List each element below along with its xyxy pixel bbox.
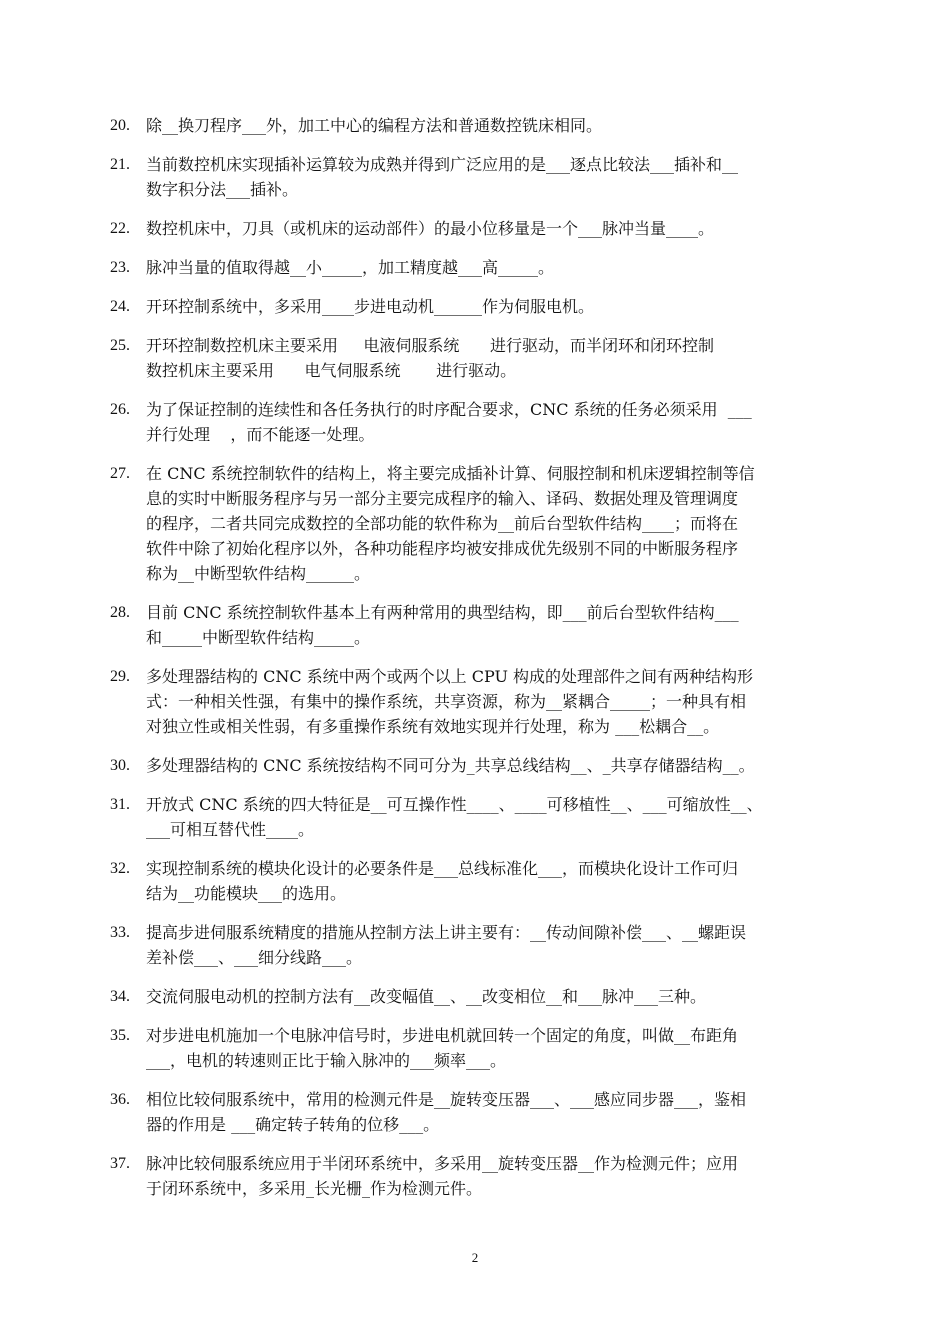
question-line: 除__换刀程序___外，加工中心的编程方法和普通数控铣床相同。 [146,116,603,135]
question-text [146,1023,862,1073]
question-item [110,333,862,383]
question-line: 多处理器结构的 CNC 系统按结构不同可分为_共享总线结构__、_共享存储器结构__。 [146,756,755,775]
question-line: 差补偿___、___细分线路___。 [146,948,363,967]
question-line: 并行处理 ，而不能逐一处理。 [146,425,375,444]
question-line: 实现控制系统的模块化设计的必要条件是___总线标准化___，而模块化设计工作可归 [146,859,739,878]
question-text [146,1151,862,1201]
question-line: 提高步进伺服系统精度的措施从控制方法上讲主要有：__传动间隙补偿___、__螺距误 [146,923,747,942]
question-text [146,294,862,319]
question-line: 和_____中断型软件结构_____。 [146,628,371,647]
question-number: 36. [110,1091,130,1108]
question-item [110,753,862,778]
question-number: 21. [110,156,130,173]
question-text [146,113,862,138]
question-list [110,113,862,1215]
question-item [110,397,862,447]
question-line: 器的作用是 ___确定转子转角的位移___。 [146,1115,440,1134]
question-line: 数字积分法___插补。 [146,180,299,199]
question-line: 软件中除了初始化程序以外，各种功能程序均被安排成优先级别不同的中断服务程序 [146,539,739,558]
question-text [146,792,862,842]
question-line: 息的实时中断服务程序与另一部分主要完成程序的输入、译码、数据处理及管理调度 [146,489,739,508]
question-item [110,1151,862,1201]
question-number: 23. [110,259,130,276]
question-text [146,600,862,650]
question-item [110,856,862,906]
question-line: 开环控制系统中，多采用____步进电动机______作为伺服电机。 [146,297,595,316]
question-number: 24. [110,298,130,315]
question-item [110,664,862,739]
question-item [110,1023,862,1073]
question-text [146,255,862,280]
question-line: 于闭环系统中，多采用_长光栅_作为检测元件。 [146,1179,483,1198]
question-text [146,397,862,447]
question-item [110,461,862,586]
question-line: 对独立性或相关性弱，有多重操作系统有效地实现并行处理，称为 ___松耦合__。 [146,717,720,736]
question-line: 相位比较伺服系统中，常用的检测元件是__旋转变压器___、___感应同步器___，鉴相 [146,1090,747,1109]
question-item [110,255,862,280]
question-number: 25. [110,337,130,354]
question-text [146,753,862,778]
question-line: 交流伺服电动机的控制方法有__改变幅值__、__改变相位__和___脉冲___三种。 [146,987,707,1006]
question-item [110,113,862,138]
question-line: 式：一种相关性强，有集中的操作系统，共享资源，称为__紧耦合_____；一种具有相 [146,692,747,711]
question-line: 开环控制数控机床主要采用 电液伺服系统 进行驱动，而半闭环和闭环控制 [146,336,714,355]
question-line: 数控机床主要采用 电气伺服系统 进行驱动。 [146,361,517,380]
question-item [110,152,862,202]
question-item [110,920,862,970]
question-number: 28. [110,604,130,621]
question-line: 在 CNC 系统控制软件的结构上，将主要完成插补计算、伺服控制和机床逻辑控制等信 [146,464,755,483]
question-line: ___，电机的转速则正比于输入脉冲的___频率___。 [146,1051,507,1070]
question-number: 27. [110,465,130,482]
question-line: 目前 CNC 系统控制软件基本上有两种常用的典型结构，即___前后台型软件结构___ [146,603,739,622]
question-item [110,600,862,650]
question-number: 31. [110,796,130,813]
question-text [146,216,862,241]
question-item [110,1087,862,1137]
question-item [110,792,862,842]
question-text [146,333,862,383]
question-line: 当前数控机床实现插补运算较为成熟并得到广泛应用的是___逐点比较法___插补和__ [146,155,739,174]
page-number: 2 [471,1250,479,1265]
question-line: 为了保证控制的连续性和各任务执行的时序配合要求，CNC 系统的任务必须采用 ___ [146,400,752,419]
question-line: 脉冲比较伺服系统应用于半闭环系统中，多采用__旋转变压器__作为检测元件；应用 [146,1154,739,1173]
question-line: ___可相互替代性____。 [146,820,315,839]
question-number: 35. [110,1027,130,1044]
question-number: 37. [110,1155,130,1172]
question-text [146,1087,862,1137]
question-line: 脉冲当量的值取得越__小_____，加工精度越___高_____。 [146,258,555,277]
question-number: 32. [110,860,130,877]
question-line: 开放式 CNC 系统的四大特征是__可互操作性____、____可移植性__、___可缩放性__、 [146,795,763,814]
question-line: 结为__功能模块___的选用。 [146,884,347,903]
question-line: 称为__中断型软件结构______。 [146,564,371,583]
question-number: 29. [110,668,130,685]
question-number: 33. [110,924,130,941]
question-number: 34. [110,988,130,1005]
question-line: 的程序，二者共同完成数控的全部功能的软件称为__前后台型软件结构____；而将在 [146,514,739,533]
question-number: 26. [110,401,130,418]
question-item [110,216,862,241]
question-text [146,984,862,1009]
question-text [146,856,862,906]
question-number: 20. [110,117,130,134]
question-line: 对步进电机施加一个电脉冲信号时，步进电机就回转一个固定的角度，叫做__布距角 [146,1026,739,1045]
question-number: 30. [110,757,130,774]
question-number: 22. [110,220,130,237]
question-line: 数控机床中，刀具（或机床的运动部件）的最小位移量是一个___脉冲当量____。 [146,219,715,238]
question-text [146,920,862,970]
question-item [110,984,862,1009]
question-text [146,664,862,739]
question-item [110,294,862,319]
question-text [146,461,862,586]
question-line: 多处理器结构的 CNC 系统中两个或两个以上 CPU 构成的处理部件之间有两种结构形 [146,667,754,686]
question-text [146,152,862,202]
